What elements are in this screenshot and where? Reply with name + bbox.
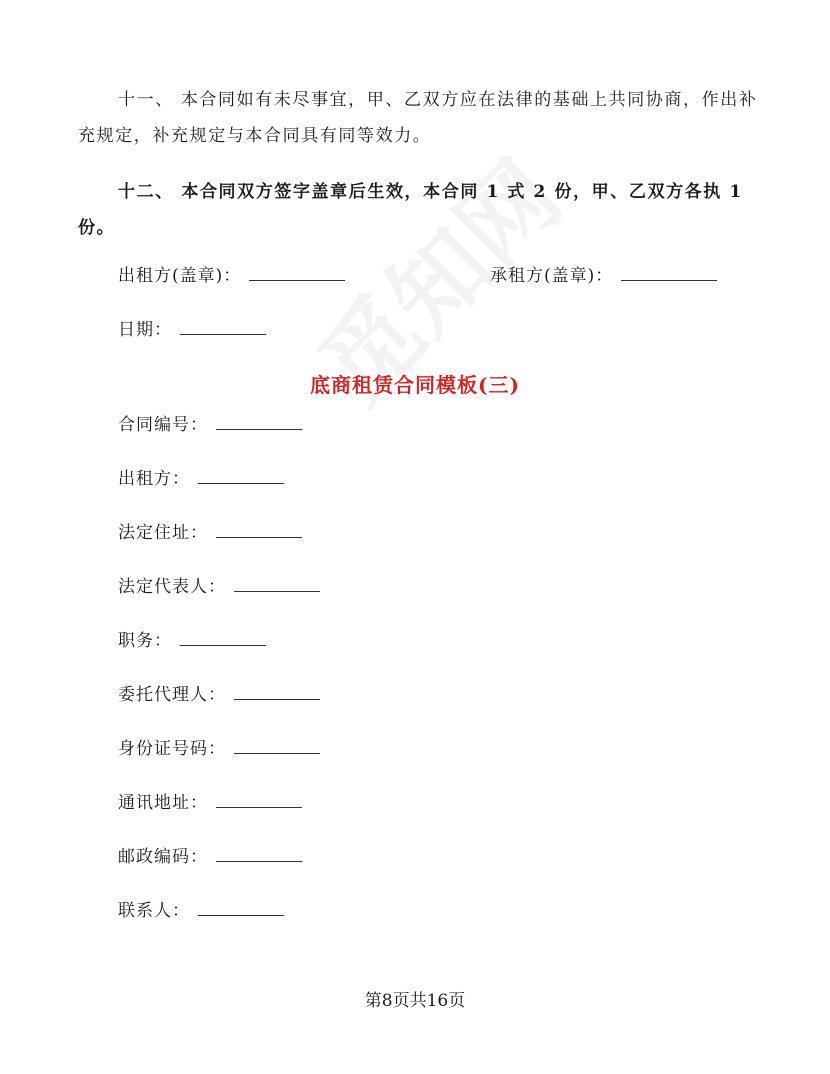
field-label: 出租方： — [118, 469, 190, 489]
clause-number: 十一、 — [118, 90, 174, 110]
date-label: 日期： — [118, 320, 172, 340]
clause-11 — [78, 82, 758, 154]
field-label: 法定代表人： — [118, 577, 226, 597]
lessor-signature — [118, 264, 345, 288]
field-blank[interactable] — [216, 847, 302, 862]
field-label: 邮政编码： — [118, 847, 208, 867]
signature-date — [118, 318, 266, 342]
field-id-number — [118, 737, 320, 761]
field-contract-number — [118, 413, 302, 437]
date-blank[interactable] — [180, 320, 266, 335]
field-label: 通讯地址： — [118, 793, 208, 813]
field-label: 联系人： — [118, 901, 190, 921]
field-legal-address — [118, 521, 302, 545]
field-agent — [118, 683, 320, 707]
page-footer: 第8页共16页 — [364, 991, 466, 1011]
lessor-blank[interactable] — [249, 266, 345, 281]
field-contact-person — [118, 899, 284, 923]
field-postal-code — [118, 845, 302, 869]
field-legal-representative — [118, 575, 320, 599]
field-blank[interactable] — [234, 685, 320, 700]
field-blank[interactable] — [180, 631, 266, 646]
clause-number: 十二、 — [118, 182, 174, 202]
lessee-label: 承租方(盖章)： — [490, 266, 614, 286]
field-lessor — [118, 467, 284, 491]
field-blank[interactable] — [234, 739, 320, 754]
field-position — [118, 629, 266, 653]
field-label: 身份证号码： — [118, 739, 226, 759]
field-blank[interactable] — [234, 577, 320, 592]
field-blank[interactable] — [216, 415, 302, 430]
clause-12 — [78, 174, 758, 246]
field-label: 法定住址： — [118, 523, 208, 543]
field-blank[interactable] — [198, 901, 284, 916]
field-mailing-address — [118, 791, 302, 815]
field-blank[interactable] — [216, 523, 302, 538]
field-blank[interactable] — [216, 793, 302, 808]
field-label: 职务： — [118, 631, 172, 651]
clause-text: 本合同双方签字盖章后生效，本合同 1 式 2 份，甲、乙双方各执 1 份。 — [78, 182, 743, 238]
lessee-blank[interactable] — [621, 266, 717, 281]
section-title: 底商租赁合同模板(三) — [310, 373, 520, 397]
field-label: 委托代理人： — [118, 685, 226, 705]
field-label: 合同编号： — [118, 415, 208, 435]
lessee-signature — [490, 264, 717, 288]
clause-text: 本合同如有未尽事宜，甲、乙双方应在法律的基础上共同协商，作出补充规定，补充规定与本合同具有同等效力。 — [78, 90, 758, 146]
field-blank[interactable] — [198, 469, 284, 484]
lessor-label: 出租方(盖章)： — [118, 266, 242, 286]
